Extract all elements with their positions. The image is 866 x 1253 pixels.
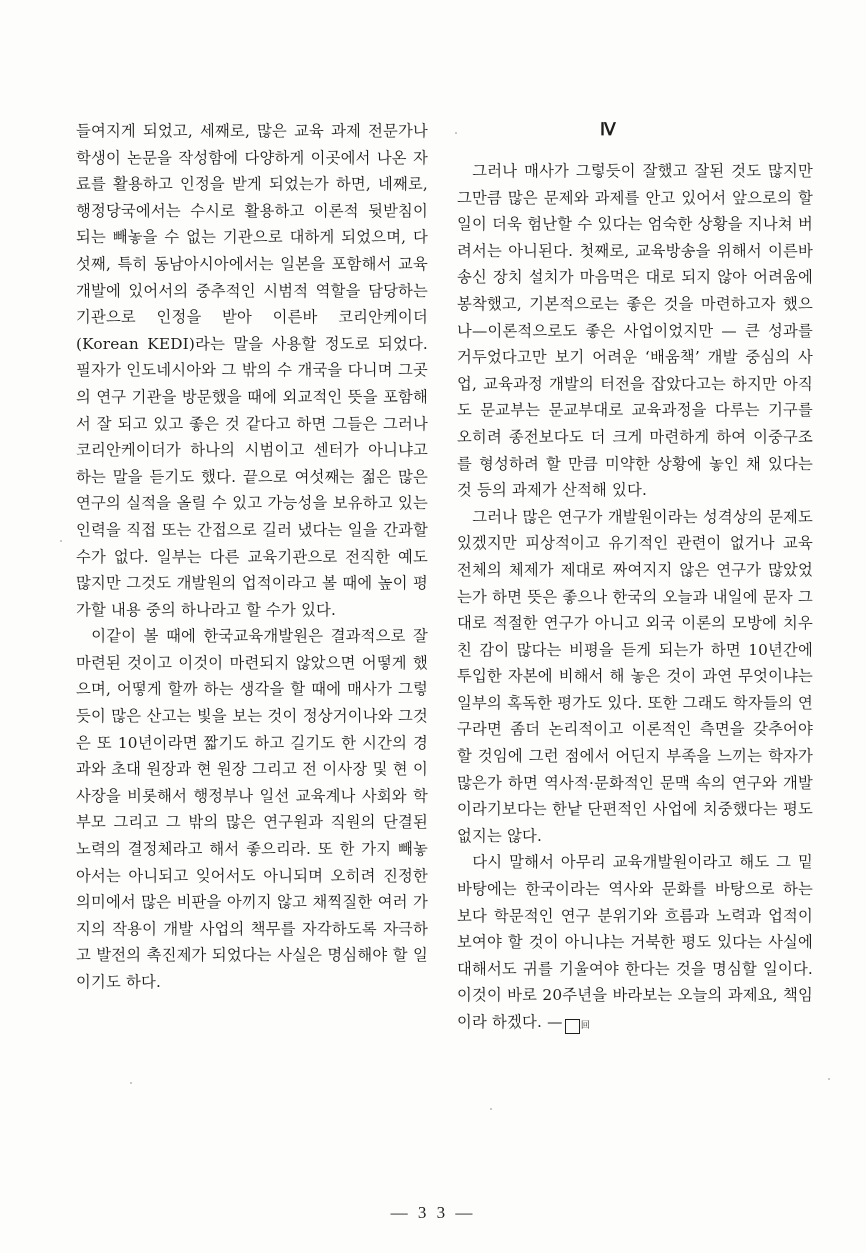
right-paragraph-1: 그러나 매사가 그렇듯이 잘했고 잘된 것도 많지만 그만큼 많은 문제와 과제를 안고 있어서 앞으로의 할 일이 더욱 험난할 수 있다는 엄숙한 상황을 지나쳐 버려서는 아니된다. 첫째로, 교육방송을 위해서 이른바 송신 장치 설치가 마음먹은 대로 되지 않아 어려움에 봉착했고, 기본적으로는 좋은 것을 마련하고자 했으나—이론적으로도 좋은 사업이었지만 — 큰 성과를 거두었다고만 보기 어려운 ‘배움책’ 개발 중심의 사업, 교육과정 개발의 터전을 잡았다고는 하지만 아직도 문교부는 문교부대로 교육과정을 다루는 기구를 오히려 종전보다도 더 크게 마련하게 하여 이중구조를 형성하려 할 만큼 미약한 상황에 놓인 채 있다는 것 등의 과제가 산적해 있다.: [457, 162, 813, 500]
page-number: — 3 3 —: [390, 1203, 476, 1222]
left-paragraph-1: 들여지게 되었고, 세째로, 많은 교육 과제 전문가나 학생이 논문을 작성함에 다양하게 이곳에서 나온 자료를 활용하고 인정을 받게 되었는가 하면, 네째로, 행정당국에서는 수시로 활용하고 이론적 뒷받침이 되는 빼놓을 수 없는 기관으로 대하게 되었으며, 다섯째, 특히 동남아시아에서는 일본을 포함해서 교육 개발에 있어서의 중추적인 시범적 역할을 담당하는 기관으로 인정을 받아 이른바 코리안케이더 (Korean KEDI)라는 말을 사용할 정도로 되었다. 필자가 인도네시아와 그 밖의 수 개국을 다니며 그곳의 연구 기관을 방문했을 때에 외교적인 뜻을 포함해서 잘 되고 있고 좋은 것 같다고 하면 그들은 그러나 코리안케이더가 하나의 시범이고 센터가 아니냐고 하는 말을 듣기도 했다. 끝으로 여섯째는 젊은 많은 연구의 실적을 올릴 수 있고 가능성을 보유하고 있는 인력을 직접 또는 간접으로 길러 냈다는 일을 간과할 수가 없다. 일부는 다른 교육기관으로 전직한 예도 많지만 그것도 개발원의 업적이라고 볼 때에 높이 평가할 내용 중의 하나라고 할 수가 있다.: [76, 122, 428, 619]
scan-speck: [130, 1082, 132, 1084]
scan-speck: [828, 1078, 830, 1080]
scan-speck: [60, 540, 62, 542]
end-mark-icon: 回: [565, 1019, 580, 1034]
scan-speck: [490, 1108, 492, 1110]
right-paragraph-2: 그러나 많은 연구가 개발원이라는 성격상의 문제도 있겠지만 피상적이고 유기적인 관련이 없거나 교육 전체의 체제가 제대로 짜여지지 않은 연구가 많았었는가 하면 뜻은 좋으나 한국의 오늘과 내일에 문자 그대로 적절한 연구가 아니고 외국 이론의 모방에 치우친 감이 많다는 비평을 듣게 되는가 하면 10년간에 투입한 자본에 비해서 해 놓은 것이 과연 무엇이냐는 일부의 혹독한 평가도 있다. 또한 그래도 학자들의 연구라면 좀더 논리적이고 이론적인 측면을 갖추어야 할 것임에 그런 점에서 어딘지 부족을 느끼는 학자가 많은가 하면 역사적·문화적인 문맥 속의 연구와 개발이라기보다는 한낱 단편적인 사업에 치중했다는 평도 없지는 않다.: [457, 507, 813, 845]
left-paragraph-2: 이같이 볼 때에 한국교육개발원은 결과적으로 잘 마련된 것이고 이것이 마련되지 않았으면 어떻게 했으며, 어떻게 할까 하는 생각을 할 때에 매사가 그렇듯이 많은 산고는 빛을 보는 것이 정상거이나와 그것은 또 10년이라면 짧기도 하고 길기도 한 시간의 경과와 초대 원장과 현 원장 그리고 전 이사장 및 현 이사장을 비롯해서 행정부나 일선 교육계나 사회와 학부모 그리고 그 밖의 많은 연구원과 직원의 단결된 노력의 결정체라고 해서 좋으리라. 또 한 가지 빼놓아서는 아니되고 잊어서도 아니되며 오히려 진정한 의미에서 많은 비판을 아끼지 않고 채찍질한 여러 가지의 작용이 개발 사업의 책무를 자각하도록 자극하고 발전의 촉진제가 되었다는 사실은 명심해야 할 일이기도 하다.: [76, 627, 428, 991]
left-column: [76, 118, 428, 996]
right-paragraph-3: [457, 849, 813, 1035]
scan-speck: [455, 132, 457, 134]
section-numeral: Ⅳ: [600, 120, 617, 139]
right-column: [457, 158, 813, 1036]
right-paragraph-3-text: 다시 말해서 아무리 교육개발원이라고 해도 그 밑바탕에는 한국이라는 역사와 문화를 바탕으로 하는 보다 학문적인 연구 분위기와 흐름과 노력과 업적이 보여야 할 것이 아니냐는 거북한 평도 있다는 사실에 대해서도 귀를 기울여야 한다는 것을 명심할 일이다. 이것이 바로 20주년을 바라보는 오늘의 과제요, 책임이라 하겠다. —: [457, 853, 813, 1031]
